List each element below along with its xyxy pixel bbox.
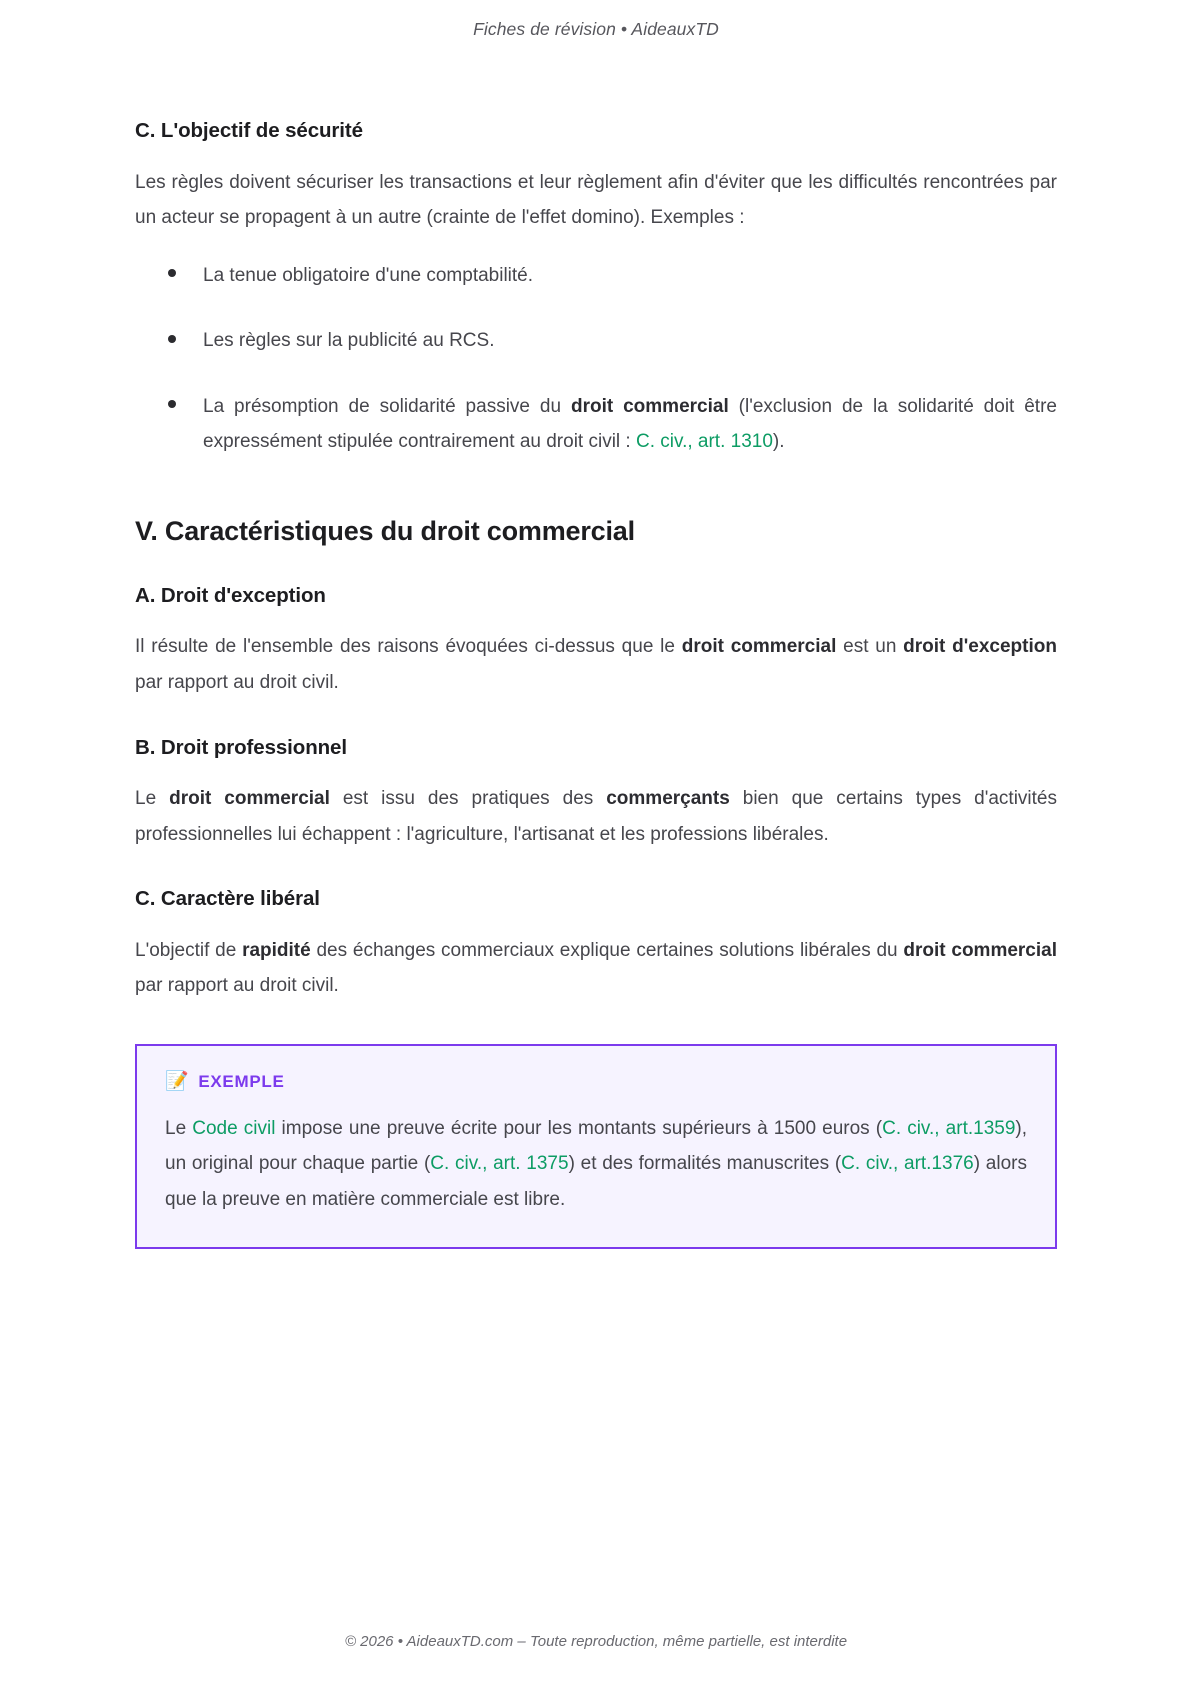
legal-reference: Code civil [192,1117,276,1139]
paragraph-droit-professionnel [135,781,1057,852]
bullet-dot-icon [168,335,176,343]
text-part: ) et des formalités manuscrites ( [568,1153,842,1175]
emphasis-droit-exception: droit d'exception [903,636,1057,658]
text-part: Le [165,1117,193,1139]
callout-label [165,1072,1027,1092]
callout-label-text: EXEMPLE [198,1071,285,1091]
document-content [0,118,1192,1633]
legal-reference: C. civ., art.1359 [882,1117,1016,1139]
text-part: est issu des pratiques des [329,788,607,810]
legal-reference: C. civ., art. 1375 [430,1153,569,1175]
text-part: ) alors que la preuve en matière commerciale est libre. [165,1153,1027,1210]
text-part: Le [135,788,170,810]
heading-objectif-securite: C. L'objectif de sécurité [135,119,363,142]
list-item-text-part: La présomption de solidarité passive du [203,395,571,417]
emphasis-droit-commercial: droit commercial [570,395,729,417]
paragraph-objectif-securite: Les règles doivent sécuriser les transactions et leur règlement afin d'éviter que les difficultés rencontrées par un acteur se propagent à un autre (crainte de l'effet domino). Exemples : [135,171,1057,229]
paragraph-droit-exception [135,629,1057,700]
text-part: des échanges commerciaux explique certaines solutions libérales du [310,939,904,961]
list-item [168,323,1057,359]
bullet-list-securite [135,258,1057,460]
running-footer: © 2026 • AideauxTD.com – Toute reproduction, même partielle, est interdite [344,1633,848,1650]
text-part: par rapport au droit civil. [135,975,339,997]
text-part: est un [836,636,904,658]
text-part: L'objectif de [135,939,243,961]
heading-caracteristiques: V. Caractéristiques du droit commercial [135,515,635,546]
emphasis-droit-commercial: droit commercial [903,939,1057,961]
list-item [168,389,1057,460]
heading-droit-professionnel: B. Droit professionnel [135,735,347,759]
text-part: Il résulte de l'ensemble des raisons évoquées ci-dessus que le [135,636,682,658]
emphasis-commercants: commerçants [606,788,730,810]
list-item-text: La tenue obligatoire d'une comptabilité. [203,264,534,286]
memo-pencil-icon: 📝 [165,1071,190,1093]
bullet-dot-icon [168,269,176,277]
list-item-text-part: (l'exclusion de la solidarité doit être expressément stipulée contrairement au droit civil : [203,395,1057,453]
list-item-text: Les règles sur la publicité au RCS. [203,330,495,352]
text-part: bien que certains types d'activités professionnelles lui échappent : l'agriculture, l'artisanat et les professions libérales. [135,788,1057,845]
bullet-dot-icon [168,400,176,408]
legal-reference: C. civ., art.1376 [841,1153,974,1175]
callout-body [165,1111,1027,1218]
list-item [168,258,1057,294]
running-header: Fiches de révision • AideauxTD [473,19,719,39]
text-part: impose une preuve écrite pour les montants supérieurs à 1500 euros ( [275,1117,883,1139]
emphasis-rapidite: rapidité [242,939,311,961]
list-item-text-part: ). [772,431,785,453]
emphasis-droit-commercial: droit commercial [681,636,837,658]
paragraph-caractere-liberal [135,933,1057,1004]
heading-caractere-liberal: C. Caractère libéral [135,887,320,911]
legal-reference: C. civ., art. 1310 [635,431,773,453]
emphasis-droit-commercial: droit commercial [169,788,330,810]
heading-droit-exception: A. Droit d'exception [135,583,326,607]
text-part: ), un original pour chaque partie ( [165,1117,1028,1175]
callout-exemple [135,1044,1057,1250]
text-part: par rapport au droit civil. [135,671,339,693]
